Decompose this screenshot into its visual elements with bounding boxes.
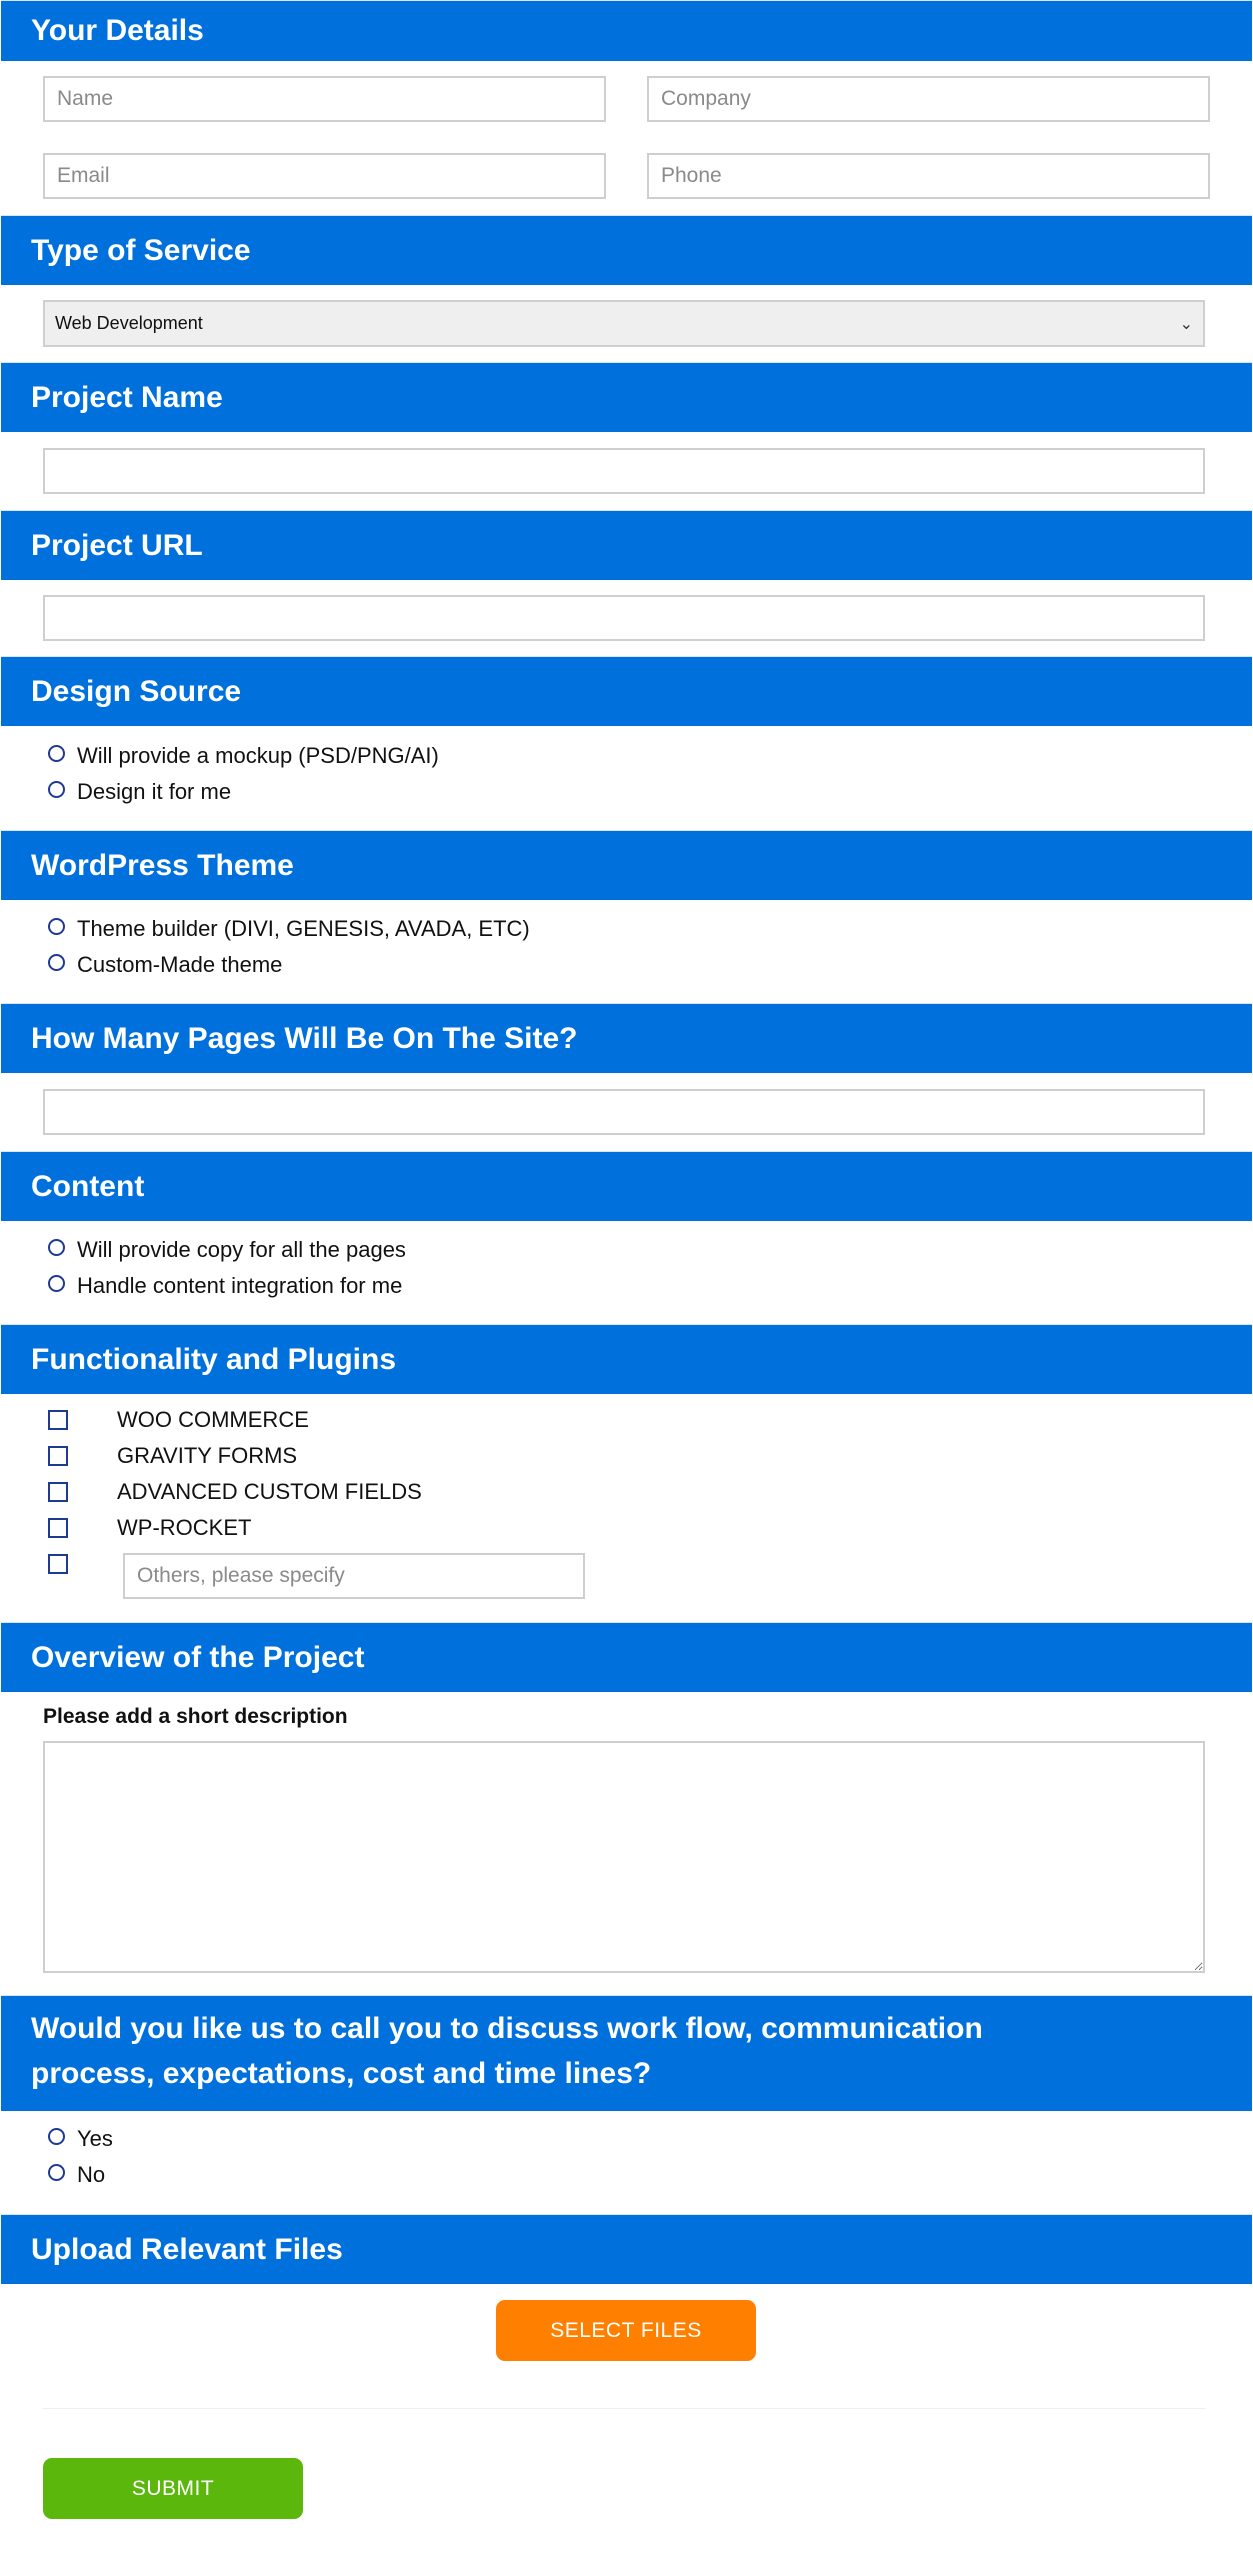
company-field[interactable]	[647, 76, 1210, 122]
section-header-your-details: Your Details	[1, 0, 1252, 61]
call-option-no[interactable]	[48, 2162, 105, 2188]
option-label: Will provide copy for all the pages	[77, 1237, 406, 1262]
radio-button[interactable]	[48, 1239, 65, 1256]
divider	[43, 2408, 1205, 2409]
radio-button[interactable]	[48, 2128, 65, 2145]
theme-option-builder[interactable]	[48, 916, 530, 942]
description-textarea[interactable]	[43, 1741, 1205, 1973]
radio-button[interactable]	[48, 2164, 65, 2181]
option-label: No	[77, 2162, 106, 2187]
content-option-integration[interactable]	[48, 1273, 402, 1299]
option-label: Design it for me	[77, 779, 232, 804]
service-select[interactable]	[43, 300, 1205, 347]
plugin-option-wp-rocket[interactable]	[48, 1515, 252, 1540]
pages-count-field[interactable]	[43, 1089, 1205, 1135]
name-field[interactable]	[43, 76, 606, 122]
option-label: ADVANCED CUSTOM FIELDS	[117, 1479, 422, 1504]
select-files-button[interactable]: SELECT FILES	[496, 2300, 756, 2361]
plugin-option-woocommerce[interactable]	[48, 1407, 309, 1432]
plugin-option-acf[interactable]	[48, 1479, 422, 1504]
option-label: Yes	[77, 2126, 113, 2151]
phone-field[interactable]	[647, 153, 1210, 199]
email-field[interactable]	[43, 153, 606, 199]
section-header-project-url: Project URL	[1, 510, 1252, 580]
option-label: WOO COMMERCE	[117, 1407, 309, 1432]
service-select-value: Web Development	[55, 313, 203, 333]
call-option-yes[interactable]	[48, 2126, 113, 2152]
radio-button[interactable]	[48, 954, 65, 971]
radio-button[interactable]	[48, 745, 65, 762]
option-label: GRAVITY FORMS	[117, 1443, 298, 1468]
section-header-call: Would you like us to call you to discuss work flow, communication process, expectations, cost and time lines?	[1, 1995, 1252, 2111]
project-url-field[interactable]	[43, 595, 1205, 641]
checkbox[interactable]	[48, 1518, 68, 1538]
section-header-design-source: Design Source	[1, 656, 1252, 726]
section-header-functionality: Functionality and Plugins	[1, 1324, 1252, 1394]
chevron-down-icon: ⌄	[1179, 315, 1193, 333]
section-header-project-name: Project Name	[1, 362, 1252, 432]
section-header-upload: Upload Relevant Files	[1, 2214, 1252, 2284]
content-option-provide-copy[interactable]	[48, 1237, 406, 1263]
option-label: Theme builder (DIVI, GENESIS, AVADA, ETC)	[77, 916, 530, 941]
description-label: Please add a short description	[43, 1705, 348, 1728]
project-name-field[interactable]	[43, 448, 1205, 494]
theme-option-custom[interactable]	[48, 952, 282, 978]
section-header-content: Content	[1, 1151, 1252, 1221]
checkbox[interactable]	[48, 1482, 68, 1502]
section-header-type-of-service: Type of Service	[1, 215, 1252, 285]
checkbox[interactable]	[48, 1554, 68, 1574]
section-header-wordpress-theme: WordPress Theme	[1, 830, 1252, 900]
radio-button[interactable]	[48, 1275, 65, 1292]
checkbox[interactable]	[48, 1446, 68, 1466]
submit-button[interactable]: SUBMIT	[43, 2458, 303, 2519]
design-source-option-design[interactable]	[48, 779, 231, 805]
section-header-pages: How Many Pages Will Be On The Site?	[1, 1003, 1252, 1073]
other-plugins-field[interactable]	[123, 1553, 585, 1599]
option-label: WP-ROCKET	[117, 1515, 252, 1540]
section-header-overview: Overview of the Project	[1, 1622, 1252, 1692]
radio-button[interactable]	[48, 918, 65, 935]
option-label: Handle content integration for me	[77, 1273, 403, 1298]
option-label: Will provide a mockup (PSD/PNG/AI)	[77, 743, 439, 768]
option-label: Custom-Made theme	[77, 952, 283, 977]
design-source-option-mockup[interactable]	[48, 743, 439, 769]
radio-button[interactable]	[48, 781, 65, 798]
plugin-option-gravity-forms[interactable]	[48, 1443, 298, 1468]
plugin-option-other[interactable]	[48, 1554, 68, 1574]
checkbox[interactable]	[48, 1410, 68, 1430]
